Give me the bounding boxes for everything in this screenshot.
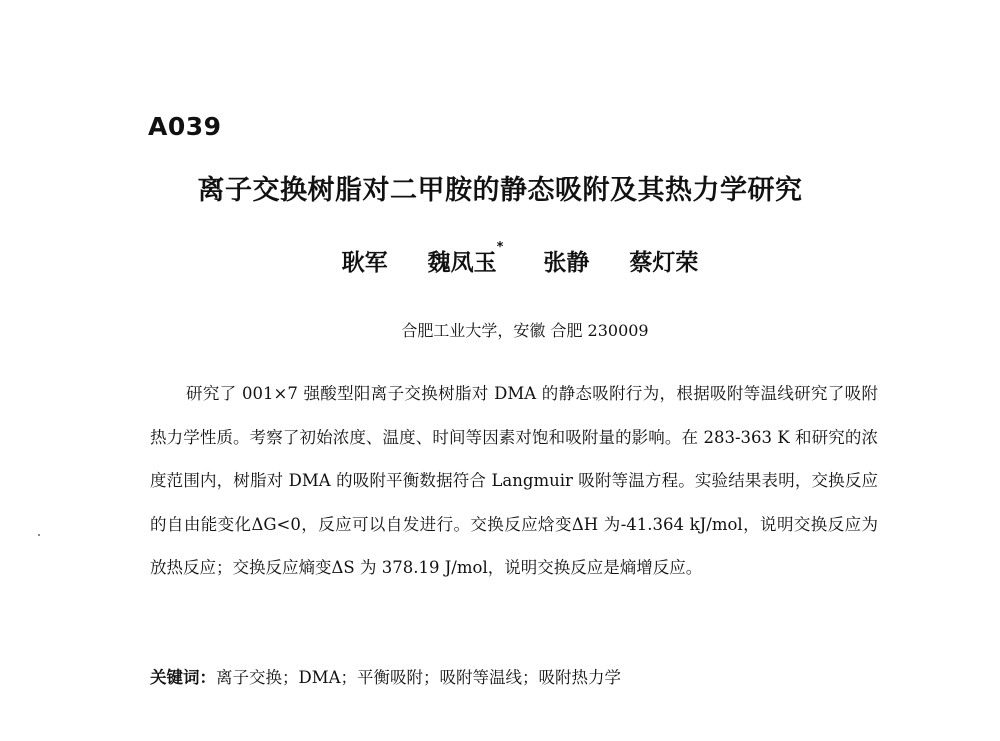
author — [342, 244, 388, 277]
author-name: 耿军 — [341, 250, 388, 276]
corresponding-author-mark: * — [496, 240, 504, 255]
author-name: 蔡灯荣 — [629, 250, 699, 276]
author — [427, 240, 504, 277]
keywords-line — [150, 664, 621, 688]
author — [629, 244, 698, 277]
author-name: 张静 — [543, 250, 590, 276]
affiliation: 合肥工业大学，安徽 合肥 230009 — [401, 321, 649, 340]
paper-title: 离子交换树脂对二甲胺的静态吸附及其热力学研究 — [197, 175, 803, 206]
keywords-label: 关键词： — [150, 668, 216, 687]
abstract-body: 研究了 001×7 强酸型阳离子交换树脂对 DMA 的静态吸附行为，根据吸附等温线研究了吸附热力学性质。考察了初始浓度、温度、时间等因素对饱和吸附量的影响。在 283-363 K 和研究的浓度范围内，树脂对 DMA 的吸附平衡数据符合 Langmuir 吸附等温方程。实验结果表明，交换反应的自由能变化ΔG<0，反应可以自发进行。交换反应焓变ΔH 为-41.364 kJ/mol，说明交换反应为放热反应；交换反应熵变ΔS 为 378.19 J/mol，说明交换反应是熵增反应。 — [150, 384, 878, 577]
paper-code: A039 — [148, 112, 222, 141]
keywords-text: 离子交换；DMA；平衡吸附；吸附等温线；吸附热力学 — [216, 668, 622, 687]
author — [543, 244, 589, 277]
author-list — [0, 240, 1000, 277]
author-name: 魏凤玉 — [427, 250, 497, 276]
scan-speck — [38, 534, 40, 536]
